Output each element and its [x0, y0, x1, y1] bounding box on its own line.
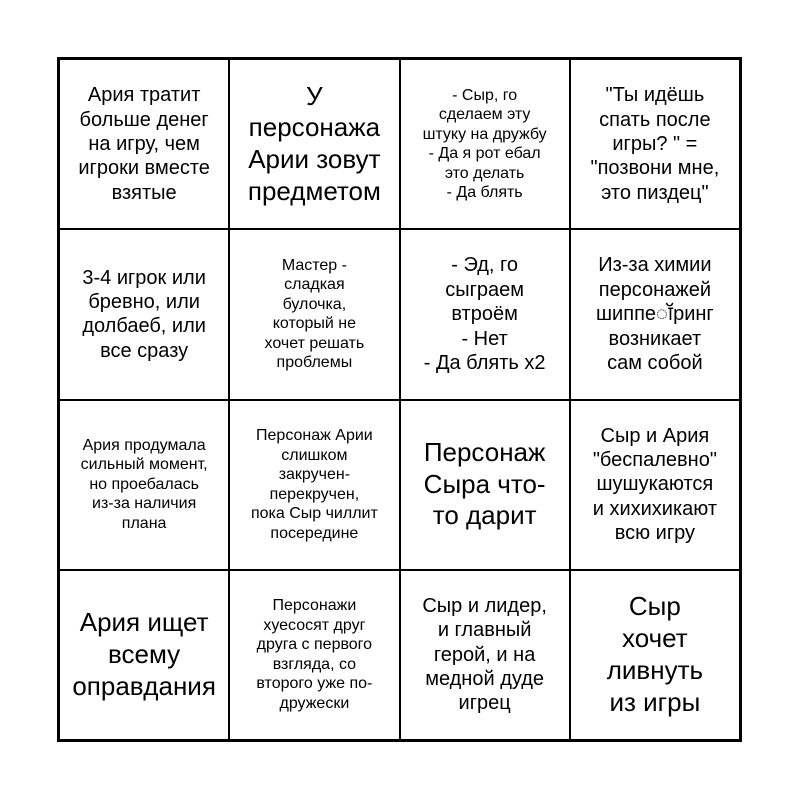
bingo-cell-2: У персонажа Арии зовут предметом — [229, 59, 399, 229]
bingo-cell-16: Сыр хочет ливнуть из игры — [570, 570, 740, 740]
bingo-cell-10: Персонаж Арии слишком закручен- перекручен, пока Сыр чиллит посередине — [229, 400, 399, 570]
bingo-cell-14: Персонажи хуесосят друг друга с первого взгляда, со второго уже по- дружески — [229, 570, 399, 740]
bingo-cell-3: - Сыр, го сделаем эту штуку на дружбу - Да я рот ебал это делать - Да блять — [400, 59, 570, 229]
bingo-cell-12: Сыр и Ария "беспалевно" шушукаются и хихихикают всю игру — [570, 400, 740, 570]
bingo-cell-13: Ария ищет всему оправдания — [59, 570, 229, 740]
bingo-cell-5: 3-4 игрок или бревно, или долбаеб, или все сразу — [59, 229, 229, 399]
bingo-cell-1: Ария тратит больше денег на игру, чем игроки вместе взятые — [59, 59, 229, 229]
bingo-cell-6: Мастер - сладкая булочка, который не хочет решать проблемы — [229, 229, 399, 399]
bingo-cell-4: "Ты идёшь спать после игры? " = "позвони мне, это пиздец" — [570, 59, 740, 229]
bingo-cell-11: Персонаж Сыра что- то дарит — [400, 400, 570, 570]
bingo-cell-8: Из-за химии персонажей шиппеॉринг возникает сам собой — [570, 229, 740, 399]
bingo-board — [57, 57, 742, 742]
bingo-cell-7: - Эд, го сыграем втроём - Нет - Да блять х2 — [400, 229, 570, 399]
bingo-cell-15: Сыр и лидер, и главный герой, и на медной дуде игрец — [400, 570, 570, 740]
bingo-cell-9: Ария продумала сильный момент, но проебалась из-за наличия плана — [59, 400, 229, 570]
